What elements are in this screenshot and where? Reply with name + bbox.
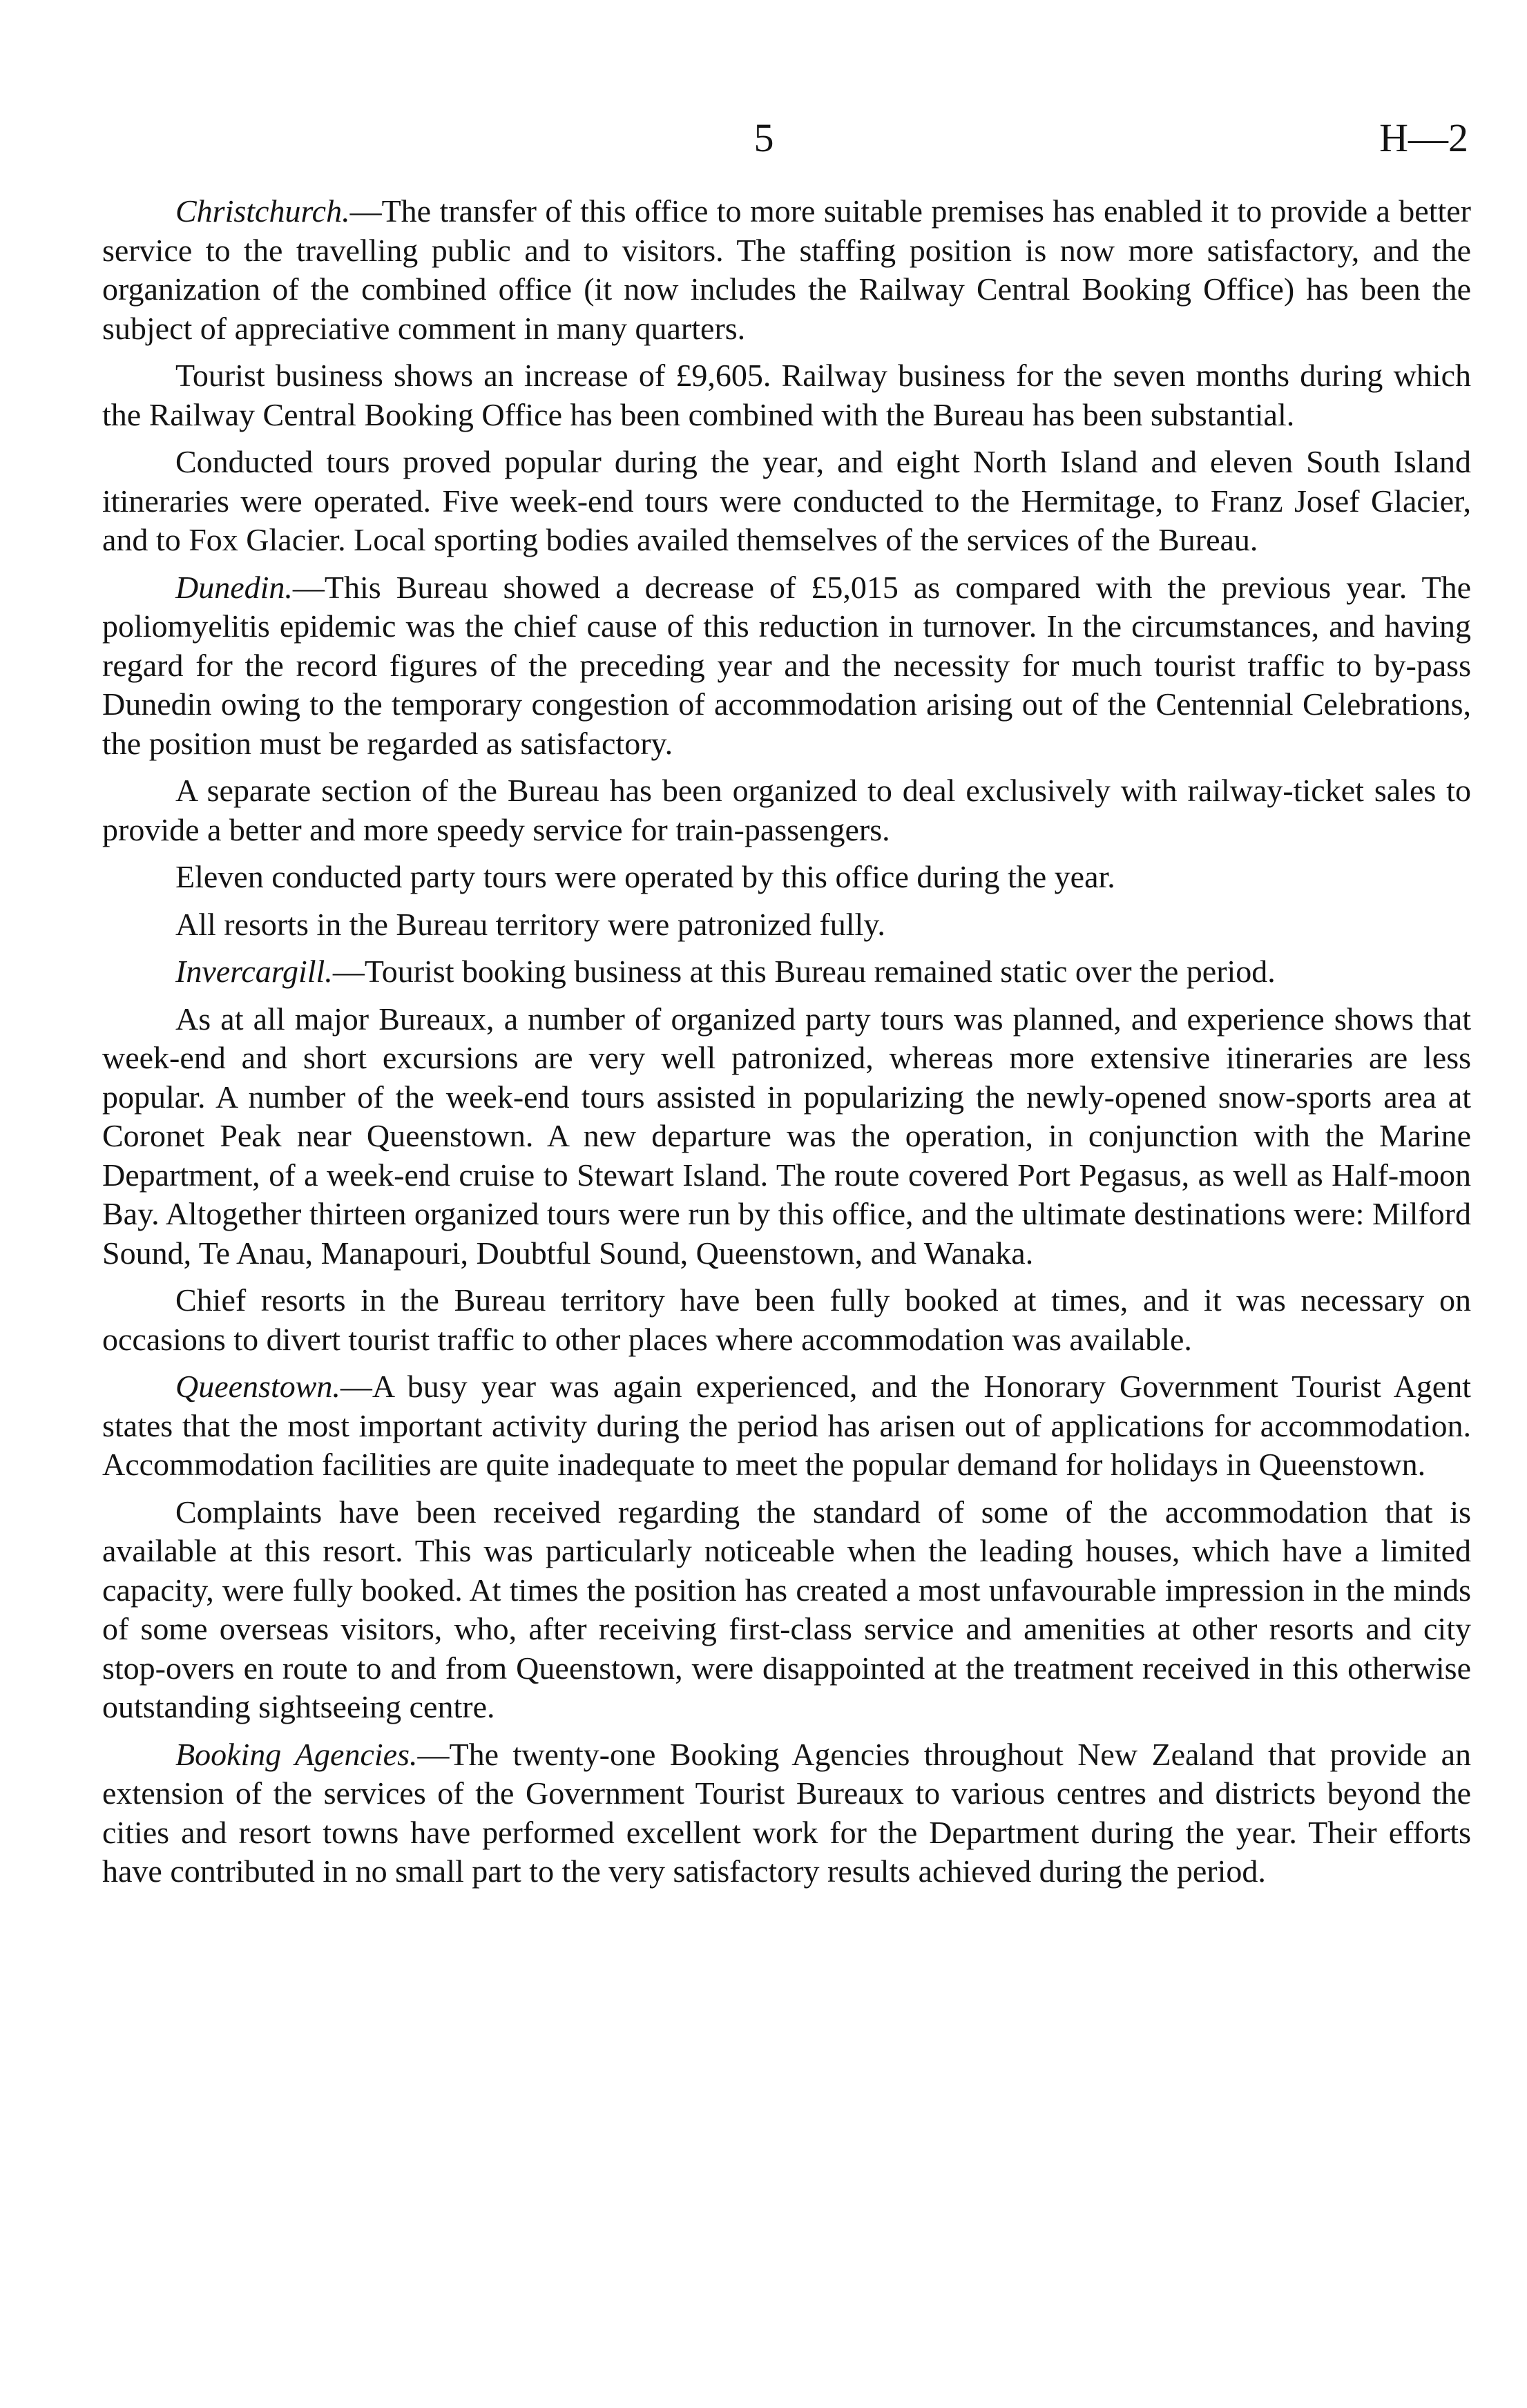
section-heading-invercargill: Invercargill. — [175, 954, 333, 989]
paragraph-dunedin-4: All resorts in the Bureau territory were patronized fully. — [175, 906, 885, 942]
paragraph-booking-agencies-1 — [102, 1735, 1471, 1891]
paragraph-queenstown-1 — [102, 1367, 1471, 1485]
section-heading-booking-agencies: Booking Agencies. — [175, 1736, 418, 1772]
paragraph-christchurch-3: Conducted tours proved popular during the year, and eight North Island and eleven South Island itineraries were operated. Five week-end tours were conducted to the Hermitage, to Franz Josef Glacier, and to Fox Glacier. Local sporting bodies availed themselves of the services of the Bureau. — [102, 444, 1471, 557]
section-heading-queenstown: Queenstown. — [175, 1369, 340, 1404]
document-body — [102, 192, 1471, 1900]
paragraph-text: —Tourist booking business at this Bureau remained static over the period. — [332, 954, 1276, 989]
paragraph-text: —The twenty-one Booking Agencies throughout New Zealand that provide an extension of the services of the Government Tourist Bureaux to various centres and districts beyond the cities and resort towns have performed excellent work for the Department during the year. Their efforts have contributed in no small part to the very satisfactory results achieved during the period. — [102, 1736, 1471, 1889]
page-number: 5 — [753, 115, 774, 160]
section-heading-dunedin: Dunedin. — [175, 569, 293, 605]
paragraph-invercargill-3: Chief resorts in the Bureau territory have been fully booked at times, and it was necessary on occasions to divert tourist traffic to other places where accommodation was available. — [102, 1282, 1471, 1357]
paragraph-dunedin-1 — [102, 568, 1471, 764]
paragraph-text: —The transfer of this office to more suitable premises has enabled it to provide a better service to the travelling public and to visitors. The staffing position is now more satisfactory, and the organization of the combined office (it now includes the Railway Central Booking Office) has been the subject of appreciative comment in many quarters. — [102, 193, 1471, 346]
section-heading-christchurch: Christchurch. — [175, 193, 350, 229]
paragraph-dunedin-3: Eleven conducted party tours were operated by this office during the year. — [175, 859, 1115, 894]
paragraph-christchurch-1 — [102, 192, 1471, 348]
paragraph-queenstown-2: Complaints have been received regarding the standard of some of the accommodation that is available at this resort. This was particularly noticeable when the leading houses, which have a limited capacity, were fully booked. At times the position has created a most unfavourable impression in the minds of some overseas visitors, who, after receiving first-class service and amenities at other resorts and city stop-overs en route to and from Queenstown, were disappointed at the treatment received in this otherwise outstanding sightseeing centre. — [102, 1494, 1471, 1724]
paragraph-dunedin-2: A separate section of the Bureau has been organized to deal exclusively with railway-ticket sales to provide a better and more speedy service for train-passengers. — [102, 773, 1471, 847]
paragraph-text: —A busy year was again experienced, and the Honorary Government Tourist Agent states that the most important activity during the period has arisen out of applications for accommodation. Accommodation facilities are quite inadequate to meet the popular demand for holidays in Queenstown. — [102, 1369, 1471, 1482]
document-reference: H—2 — [1379, 115, 1468, 160]
paragraph-christchurch-2: Tourist business shows an increase of £9,605. Railway business for the seven months during which the Railway Central Booking Office has been combined with the Bureau has been substantial. — [102, 358, 1471, 432]
page-header — [0, 110, 1527, 166]
paragraph-invercargill-1 — [102, 952, 1471, 992]
paragraph-invercargill-2: As at all major Bureaux, a number of organized party tours was planned, and experience shows that week-end and short excursions are very well patronized, whereas more extensive itineraries are less popular. A number of the week-end tours assisted in popularizing the newly-opened snow-sports area at Coronet Peak near Queenstown. A new departure was the operation, in conjunction with the Marine Department, of a week-end cruise to Stewart Island. The route covered Port Pegasus, as well as Half-moon Bay. Altogether thirteen organized tours were run by this office, and the ultimate destinations were: Milford Sound, Te Anau, Manapouri, Doubtful Sound, Queenstown, and Wanaka. — [102, 1001, 1471, 1271]
paragraph-text: —This Bureau showed a decrease of £5,015 as compared with the previous year. The poliomyelitis epidemic was the chief cause of this reduction in turnover. In the circumstances, and having regard for the record figures of the preceding year and the necessity for much tourist traffic to by-pass Dunedin owing to the temporary congestion of accommodation arising out of the Centennial Celebrations, the position must be regarded as satisfactory. — [102, 569, 1471, 761]
